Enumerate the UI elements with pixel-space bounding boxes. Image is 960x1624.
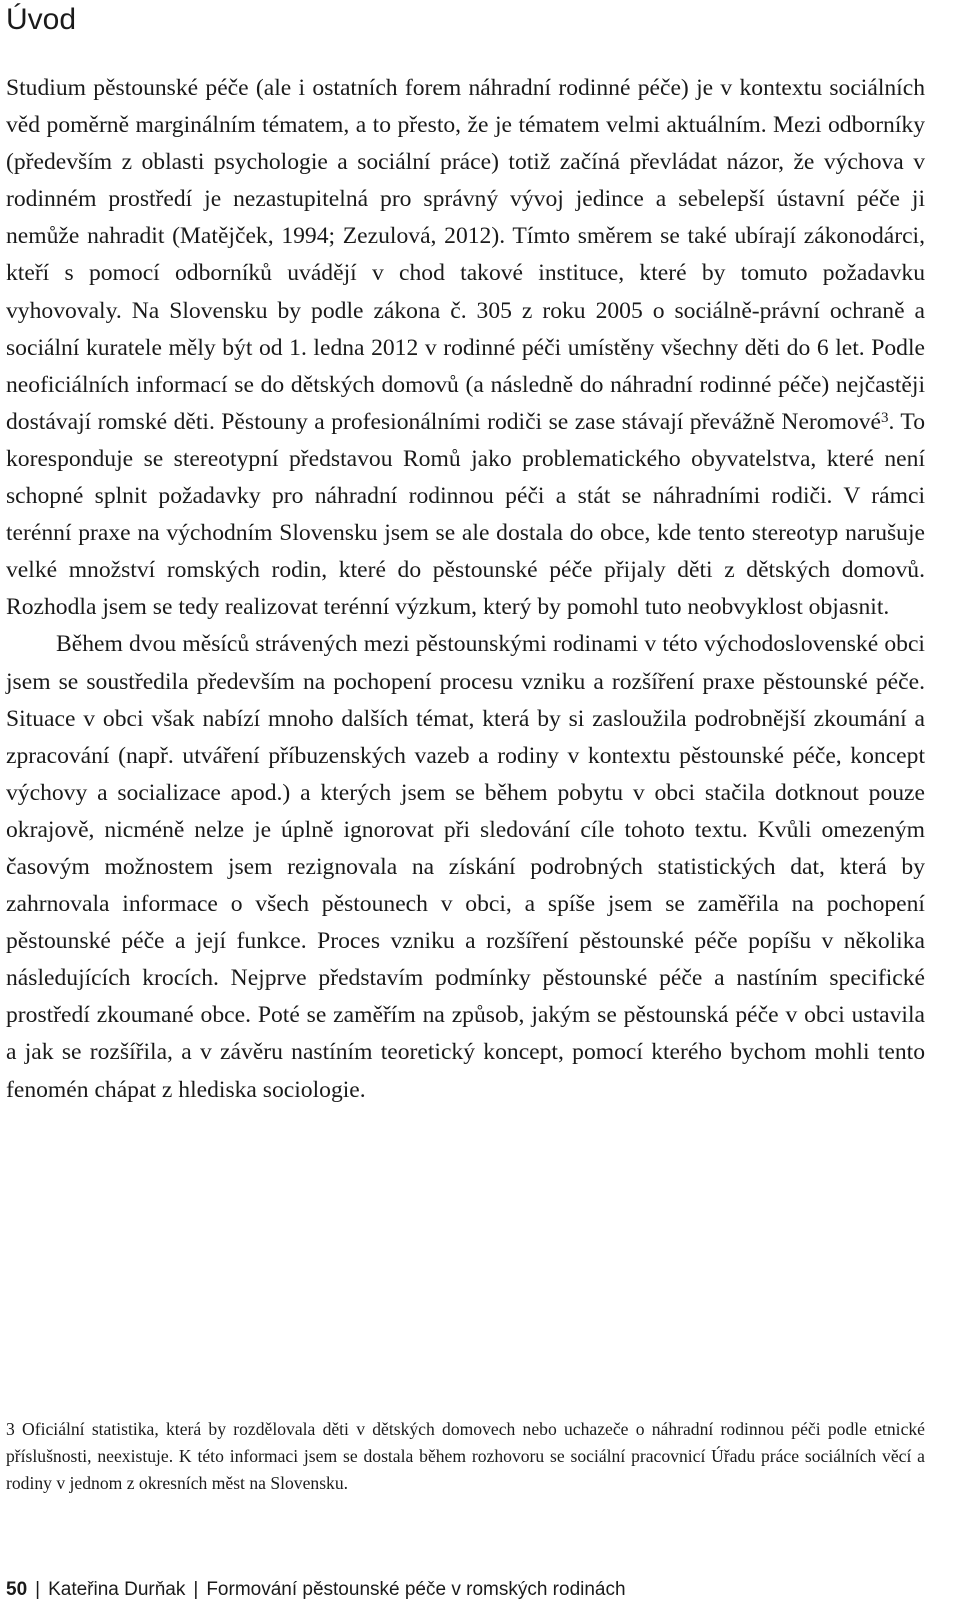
footnote: 3 Oficiální statistika, která by rozdělovala děti v dětských domovech nebo uchazeče o náhradní rodinnou péči podle etnické příslušnosti, neexistuje. K této informaci jsem se dostala během rozhovoru se sociální pracovnicí Úřadu práce sociálních věcí a rodiny v jednom z okresních měst na Slovensku. [6, 1419, 925, 1493]
paragraph-2: Během dvou měsíců strávených mezi pěstounskými rodinami v této východoslovenské obci jsem se soustředila především na pochopení procesu vzniku a rozšíření praxe pěstounské péče. Situace v obci však nabízí mnoho dalších témat, která by si zasloužila podrobnější zkoumání a zpracování (např. utváření příbuzenských vazeb a rodiny v kontextu pěstounské péče, koncept výchovy a socializace apod.) a kterých jsem se během pobytu v obci stačila dotknout pouze okrajově, nicméně nelze je úplně ignorovat při sledování cíle tohoto textu. Kvůli omezeným časovým možnostem jsem rezignovala na získání podrobných statistických dat, která by zahrnovala informace o všech pěstounech v obci, a spíše jsem se zaměřila na pochopení pěstounské péče a její funkce. Proces vzniku a rozšíření pěstounské péče popíšu v několika následujících krocích. Nejprve představím podmínky pěstounské péče a nastíním specifické prostředí zkoumané obce. Poté se zaměřím na způsob, jakým se pěstounská péče v obci ustavila a jak se rozšířila, a v závěru nastíním teoretický koncept, pomocí kterého bychom mohli tento fenomén chápat z hlediska sociologie. [6, 631, 925, 1103]
paragraph-1 [6, 70, 925, 626]
footer-separator: | [35, 1579, 41, 1600]
section-heading: Úvod [6, 3, 77, 36]
body-text [6, 70, 925, 1109]
footnote-reference[interactable]: 3 [881, 409, 889, 426]
page-number: 50 [6, 1579, 28, 1600]
footer-title: Formování pěstounské péče v romských rodinách [206, 1579, 626, 1600]
footer-separator-2: | [193, 1579, 199, 1600]
paragraph-1-continuation: . To koresponduje se stereotypní představou Romů jako problematického obyvatelstva, které není schopné splnit požadavky pro náhradní rodinnou péči a stát se náhradními rodiči. V rámci terénní praxe na východním Slovensku jsem se ale dostala do obce, kde tento stereotyp narušuje velké množství romských rodin, které do pěstounské péče přijaly děti z dětských domovů. Rozhodla jsem se tedy realizovat terénní výzkum, který by pomohl tuto neobvyklost objasnit. [6, 408, 925, 621]
page-footer [6, 1577, 626, 1603]
footer-author: Kateřina Durňak [48, 1579, 186, 1600]
paragraph-1-text: Studium pěstounské péče (ale i ostatních forem náhradní rodinné péče) je v kontextu sociálních věd poměrně marginálním tématem, a to přesto, že je tématem velmi aktuálním. Mezi odborníky (především z oblasti psychologie a sociální práce) totiž začíná převládat názor, že výchova v rodinném prostředí je nezastupitelná pro správný vývoj jedince a sebelepší ústavní péče ji nemůže nahradit (Matějček, 1994; Zezulová, 2012). Tímto směrem se také ubírají zákonodárci, kteří s pomocí odborníků uvádějí v chod takové instituce, které by tomuto požadavku vyhovovaly. Na Slovensku by podle zákona č. 305 z roku 2005 o sociálně-právní ochraně a sociální kuratele měly být od 1. ledna 2012 v rodinné péči umístěny všechny děti do 6 let. Podle neoficiálních informací se do dětských domovů (a následně do náhradní rodinné péče) nejčastěji dostávají romské děti. Pěstouny a profesionálními rodiči se zase stávají převážně Neromové [6, 75, 925, 435]
